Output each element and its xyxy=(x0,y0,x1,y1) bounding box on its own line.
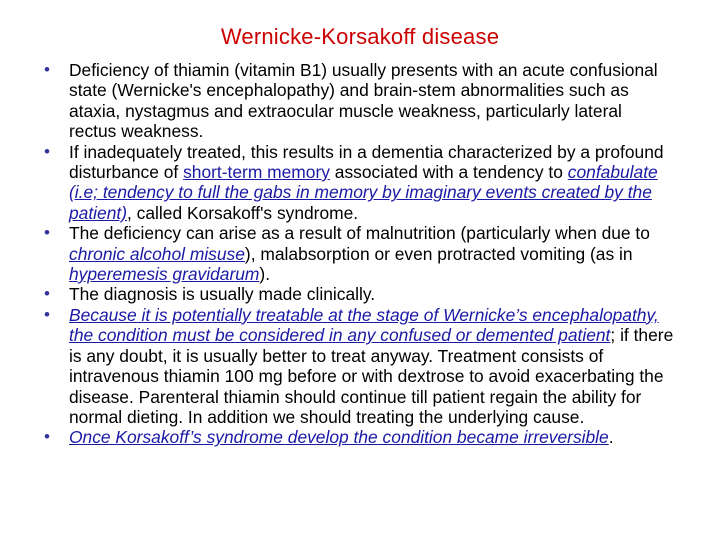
bullet-icon: • xyxy=(44,427,50,447)
bullet-item-4 xyxy=(44,284,674,304)
bullet-item-1 xyxy=(44,60,674,142)
bullet-item-2 xyxy=(44,142,674,224)
bullet-text: associated with a tendency to xyxy=(329,162,568,183)
bullet-text: Deficiency of thiamin (vitamin B1) usually presents with an acute confusional state (Wernicke's encephalopathy) and brain-stem abnormalities such as ataxia, nystagmus and extraocular muscle weakness, particularly lateral rectus weakness. xyxy=(69,60,658,142)
bullet-text: If inadequately treated, this results in a dementia characterized by a profound disturbance of xyxy=(69,141,664,183)
bullet-icon: • xyxy=(44,284,50,304)
bullet-item-5 xyxy=(44,305,674,427)
bullet-text: The diagnosis is usually made clinically. xyxy=(69,284,376,305)
hyperemesis-gravidarum-link[interactable]: hyperemesis gravidarum xyxy=(69,264,260,285)
confabulate-link[interactable]: confabulate (i.e; tendency to full the gabs in memory by imaginary events created by the patient) xyxy=(69,162,658,223)
bullet-icon: • xyxy=(44,304,50,324)
bullet-text: ), malabsorption or even protracted vomiting (as in xyxy=(244,243,633,264)
bullet-text: . xyxy=(608,427,614,448)
slide-title: Wernicke-Korsakoff disease xyxy=(220,24,500,49)
bullet-text: , called Korsakoff's syndrome. xyxy=(127,202,359,223)
bullet-text: ). xyxy=(259,264,271,285)
bullet-text: The deficiency can arise as a result of malnutrition (particularly when due to xyxy=(69,223,650,244)
bullet-icon: • xyxy=(44,141,50,161)
bullet-icon: • xyxy=(44,223,50,243)
chronic-alcohol-misuse-link[interactable]: chronic alcohol misuse xyxy=(69,243,245,264)
bullet-icon: • xyxy=(44,60,50,79)
treatable-wernicke-link[interactable]: Because it is potentially treatable at the stage of Wernicke’s encephalopathy, the condition must be considered in any confused or demented patient xyxy=(69,304,659,346)
bullet-list xyxy=(44,60,674,448)
bullet-item-3 xyxy=(44,223,674,284)
short-term-memory-link[interactable]: short-term memory xyxy=(183,162,330,183)
bullet-text: ; if there is any doubt, it is usually better to treat anyway. Treatment consists of intravenous thiamin 100 mg before or with dextrose to avoid exacerbating the disease. Parenteral thiamin should continue till patient regain the ability for normal dieting. In addition we should treating the underlying cause. xyxy=(69,325,674,427)
korsakoff-irreversible-link[interactable]: Once Korsakoff’s syndrome develop the condition became irreversible xyxy=(69,427,609,448)
bullet-item-6 xyxy=(44,427,674,447)
